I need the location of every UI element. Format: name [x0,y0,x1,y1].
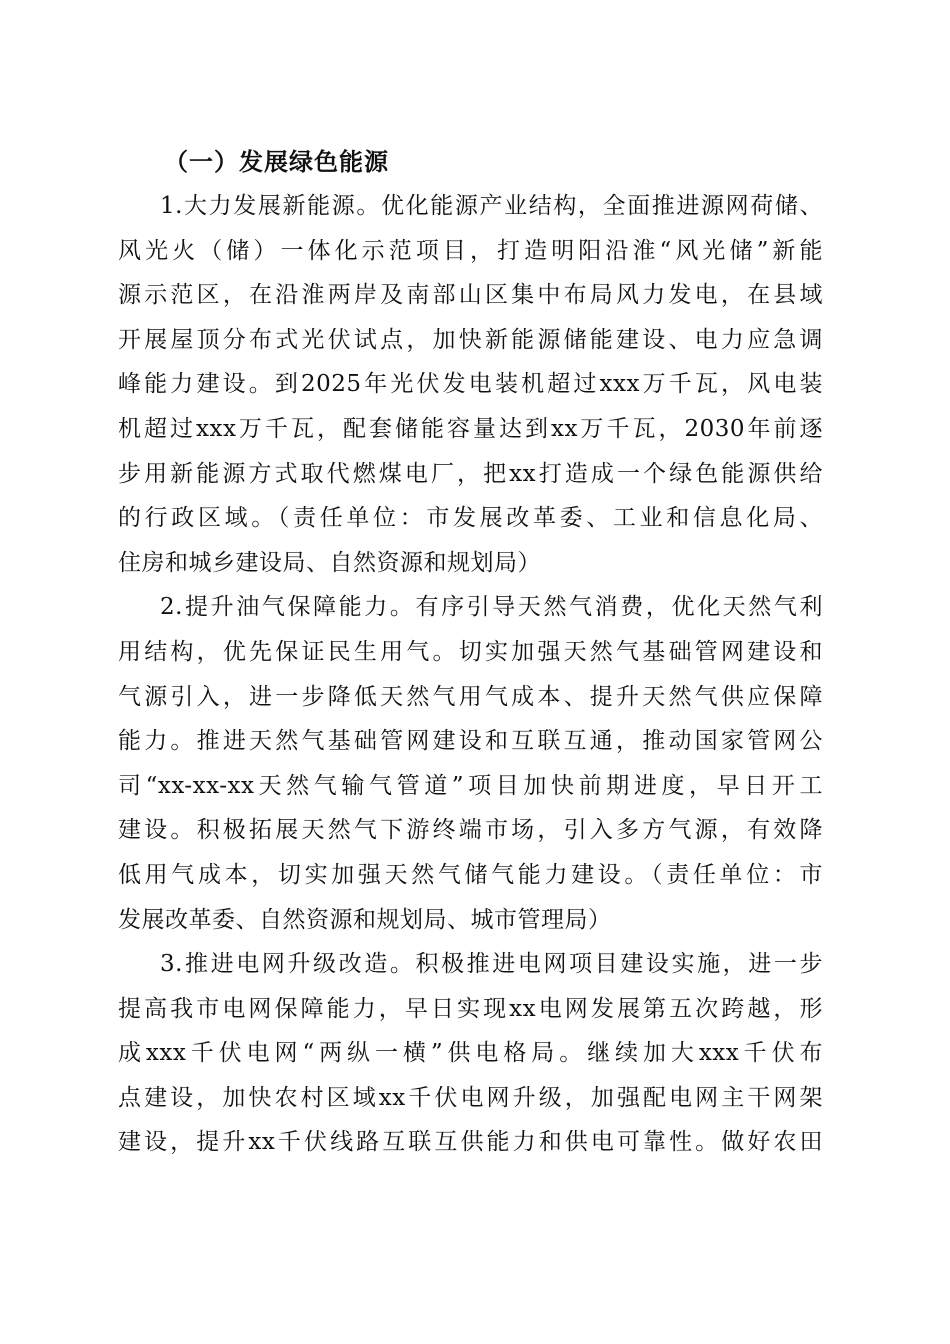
paragraph-line: 用结构，优先保证民生用气。切实加强天然气基础管网建设和 [118,638,823,665]
paragraph-line: 步用新能源方式取代燃煤电厂，把xx打造成一个绿色能源供给 [118,460,823,487]
paragraph-line: 发展改革委、自然资源和规划局、城市管理局） [118,906,612,933]
paragraph-line: 低用气成本，切实加强天然气储气能力建设。（责任单位：市 [118,861,823,888]
paragraph-line: 点建设，加快农村区域xx千伏电网升级，加强配电网主干网架 [118,1084,823,1111]
paragraph-line: 住房和城乡建设局、自然资源和规划局） [118,549,541,576]
paragraph-line: 提高我市电网保障能力，早日实现xx电网发展第五次跨越，形 [118,995,823,1022]
section-heading: （一）发展绿色能源 [164,148,389,176]
paragraph-line: 成xxx千伏电网“两纵一横”供电格局。继续加大xxx千伏布 [118,1040,823,1067]
paragraph-line: 3.推进电网升级改造。积极推进电网项目建设实施，进一步 [160,951,823,978]
paragraph-line: 开展屋顶分布式光伏试点，加快新能源储能建设、电力应急调 [118,326,823,353]
paragraph-line: 风光火（储）一体化示范项目，打造明阳沿淮“风光储”新能 [118,237,823,264]
paragraph-line: 峰能力建设。到2025年光伏发电装机超过xxx万千瓦，风电装 [118,371,823,398]
paragraph-line: 的行政区域。（责任单位：市发展改革委、工业和信息化局、 [118,505,823,532]
document-body [118,140,823,1165]
paragraph-line: 建设。积极拓展天然气下游终端市场，引入多方气源，有效降 [118,817,823,844]
paragraph-line: 司“xx-xx-xx天然气输气管道”项目加快前期进度，早日开工 [118,772,823,799]
paragraph-line: 气源引入，进一步降低天然气用气成本、提升天然气供应保障 [118,683,823,710]
paragraph-new-energy [118,184,823,585]
paragraph-line: 建设，提升xx千伏线路互联互供能力和供电可靠性。做好农田 [118,1129,823,1156]
paragraph-oil-gas [118,585,823,942]
paragraph-line: 机超过xxx万千瓦，配套储能容量达到xx万千瓦，2030年前逐 [118,415,823,442]
paragraph-line: 源示范区，在沿淮两岸及南部山区集中布局风力发电，在县域 [118,282,823,309]
paragraph-line: 能力。推进天然气基础管网建设和互联互通，推动国家管网公 [118,728,823,755]
paragraph-line: 1.大力发展新能源。优化能源产业结构，全面推进源网荷储、 [160,193,823,219]
paragraph-grid-upgrade [118,942,823,1165]
paragraph-line: 2.提升油气保障能力。有序引导天然气消费，优化天然气利 [160,594,823,621]
